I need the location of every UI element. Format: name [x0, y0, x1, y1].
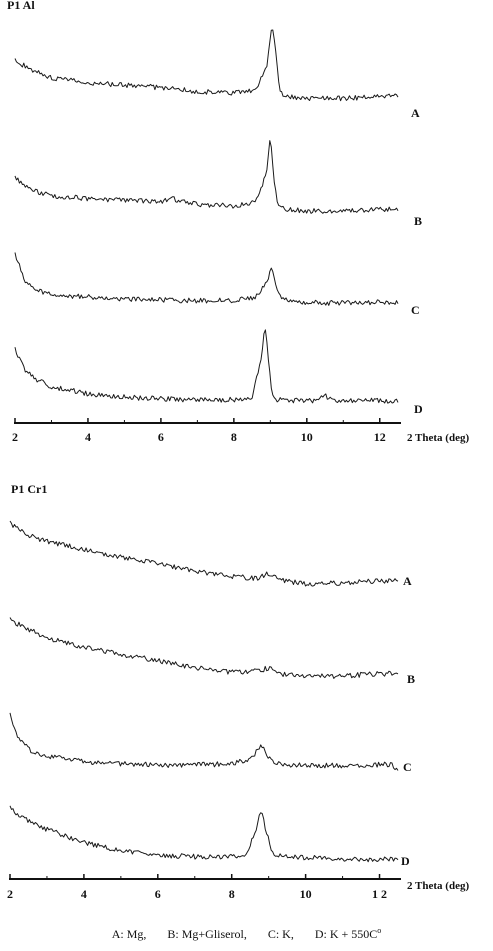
x-tick-label: 10: [300, 430, 313, 444]
panel-p1-cr1: [7, 482, 469, 901]
series-line-b: [15, 141, 398, 214]
x-tick-label: 8: [230, 430, 237, 444]
x-tick-label: 6: [157, 430, 164, 444]
x-tick-label: 8: [228, 887, 235, 901]
panel-title: P1 Al: [7, 0, 35, 12]
trace-label-a: A: [411, 106, 420, 120]
x-axis-label: 2 Theta (deg): [407, 432, 470, 444]
series-line-c: [15, 253, 398, 306]
series-line-a: [10, 521, 398, 586]
series-line-d: [15, 330, 398, 403]
trace-label-group: [411, 106, 423, 416]
trace-label-b: B: [414, 214, 423, 228]
panel-p1-al: [7, 0, 469, 444]
x-tick-label: 4: [80, 887, 87, 901]
trace-label-d: D: [401, 854, 410, 868]
trace-label-a: A: [403, 574, 412, 588]
x-tick-label: 12: [373, 430, 386, 444]
series-line-a: [15, 30, 398, 101]
x-tick-label: 1 2: [372, 887, 388, 901]
trace-group: [15, 30, 398, 403]
x-tick-label: 2: [12, 430, 18, 444]
series-line-d: [10, 806, 398, 862]
x-axis-label: 2 Theta (deg): [407, 880, 470, 892]
x-tick-group: [12, 418, 386, 444]
trace-label-b: B: [407, 672, 416, 686]
trace-label-c: C: [411, 303, 420, 317]
panel-title: P1 Cr1: [11, 482, 48, 496]
x-tick-label: 6: [154, 887, 161, 901]
series-line-c: [10, 713, 398, 771]
x-tick-label: 4: [84, 430, 91, 444]
trace-label-d: D: [414, 402, 423, 416]
x-tick-label: 10: [299, 887, 312, 901]
figure-caption: [0, 926, 493, 942]
series-line-b: [10, 618, 398, 679]
trace-label-group: [401, 574, 415, 868]
trace-label-c: C: [403, 760, 412, 774]
trace-group: [10, 521, 398, 862]
caption-text: A: Mg, B: Mg+Gliserol, C: K, D: K + 550C: [111, 927, 378, 941]
x-tick-label: 2: [7, 887, 13, 901]
caption-superscript: o: [377, 926, 382, 935]
